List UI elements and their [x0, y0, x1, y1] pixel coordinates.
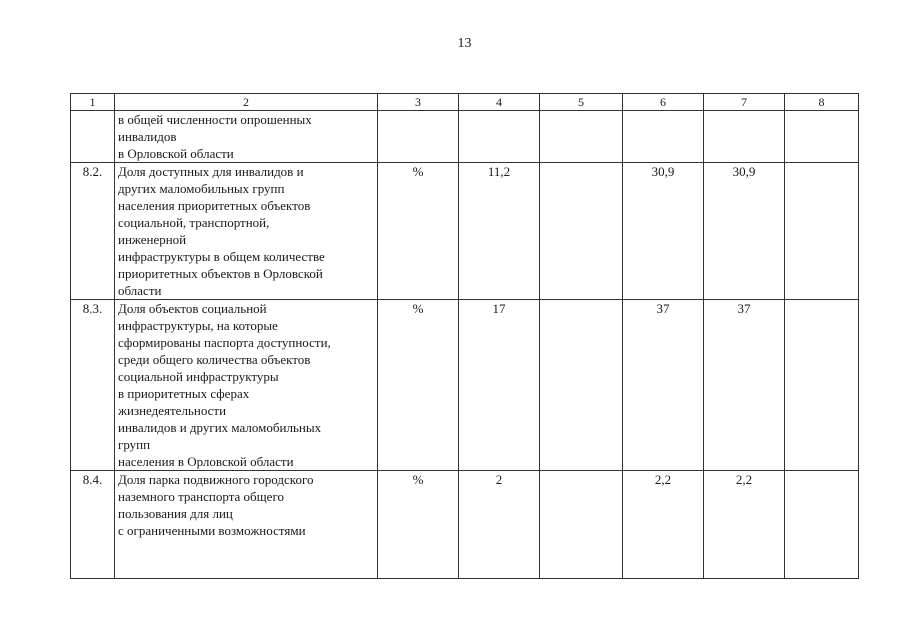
description-line: инфраструктуры в общем количестве — [118, 249, 325, 264]
value-col-6 — [623, 111, 704, 163]
description-line: сформированы паспорта доступности, — [118, 335, 331, 350]
page-number: 13 — [457, 36, 472, 51]
value-col-7: 30,9 — [704, 163, 785, 300]
value-col-4: 17 — [459, 300, 540, 471]
description-line: в общей численности опрошенных — [118, 112, 312, 127]
description-line: в Орловской области — [118, 146, 234, 161]
description-line: приоритетных объектов в Орловской — [118, 266, 323, 281]
table-row — [71, 163, 859, 300]
description-line: жизнедеятельности — [118, 403, 227, 418]
description-line: групп — [118, 437, 151, 452]
row-number: 8.4. — [71, 471, 115, 579]
unit-cell: % — [378, 471, 459, 579]
value-col-5 — [540, 300, 623, 471]
description-line: с ограниченными возможностями — [118, 523, 306, 538]
indicator-description — [115, 163, 378, 300]
row-number: 8.3. — [71, 300, 115, 471]
value-col-8 — [785, 111, 859, 163]
table-row — [71, 300, 859, 471]
table-row — [71, 111, 859, 163]
value-col-7: 2,2 — [704, 471, 785, 579]
description-line: среди общего количества объектов — [118, 352, 311, 367]
value-col-4: 2 — [459, 471, 540, 579]
description-line: в приоритетных сферах — [118, 386, 250, 401]
value-col-4 — [459, 111, 540, 163]
value-col-6: 30,9 — [623, 163, 704, 300]
column-header: 3 — [378, 94, 459, 111]
column-header: 4 — [459, 94, 540, 111]
description-line: Доля парка подвижного городского — [118, 472, 314, 487]
description-line: наземного транспорта общего — [118, 489, 284, 504]
description-line: инвалидов — [118, 129, 177, 144]
row-number: 8.2. — [71, 163, 115, 300]
description-line: инвалидов и других маломобильных — [118, 420, 322, 435]
description-line: других маломобильных групп — [118, 181, 285, 196]
value-col-7: 37 — [704, 300, 785, 471]
unit-cell: % — [378, 300, 459, 471]
description-line: социальной инфраструктуры — [118, 369, 279, 384]
description-line: инженерной — [118, 232, 187, 247]
value-col-8 — [785, 163, 859, 300]
indicators-table — [70, 93, 859, 579]
table-body — [71, 111, 859, 579]
value-col-8 — [785, 471, 859, 579]
table-row — [71, 471, 859, 579]
value-col-5 — [540, 163, 623, 300]
unit-cell: % — [378, 163, 459, 300]
indicator-description — [115, 111, 378, 163]
column-header: 6 — [623, 94, 704, 111]
column-header: 5 — [540, 94, 623, 111]
value-col-5 — [540, 471, 623, 579]
description-line: социальной, транспортной, — [118, 215, 270, 230]
description-line: области — [118, 283, 162, 298]
description-line: пользования для лиц — [118, 506, 233, 521]
description-line: населения в Орловской области — [118, 454, 294, 469]
unit-cell — [378, 111, 459, 163]
description-line: Доля доступных для инвалидов и — [118, 164, 304, 179]
indicator-description — [115, 300, 378, 471]
value-col-6: 37 — [623, 300, 704, 471]
description-line: инфраструктуры, на которые — [118, 318, 278, 333]
value-col-6: 2,2 — [623, 471, 704, 579]
column-header: 1 — [71, 94, 115, 111]
column-header: 8 — [785, 94, 859, 111]
description-line: населения приоритетных объектов — [118, 198, 311, 213]
value-col-4: 11,2 — [459, 163, 540, 300]
column-header: 7 — [704, 94, 785, 111]
value-col-5 — [540, 111, 623, 163]
header-row — [71, 94, 859, 111]
value-col-7 — [704, 111, 785, 163]
indicator-description — [115, 471, 378, 579]
column-header: 2 — [115, 94, 378, 111]
description-line: Доля объектов социальной — [118, 301, 267, 316]
row-number — [71, 111, 115, 163]
value-col-8 — [785, 300, 859, 471]
